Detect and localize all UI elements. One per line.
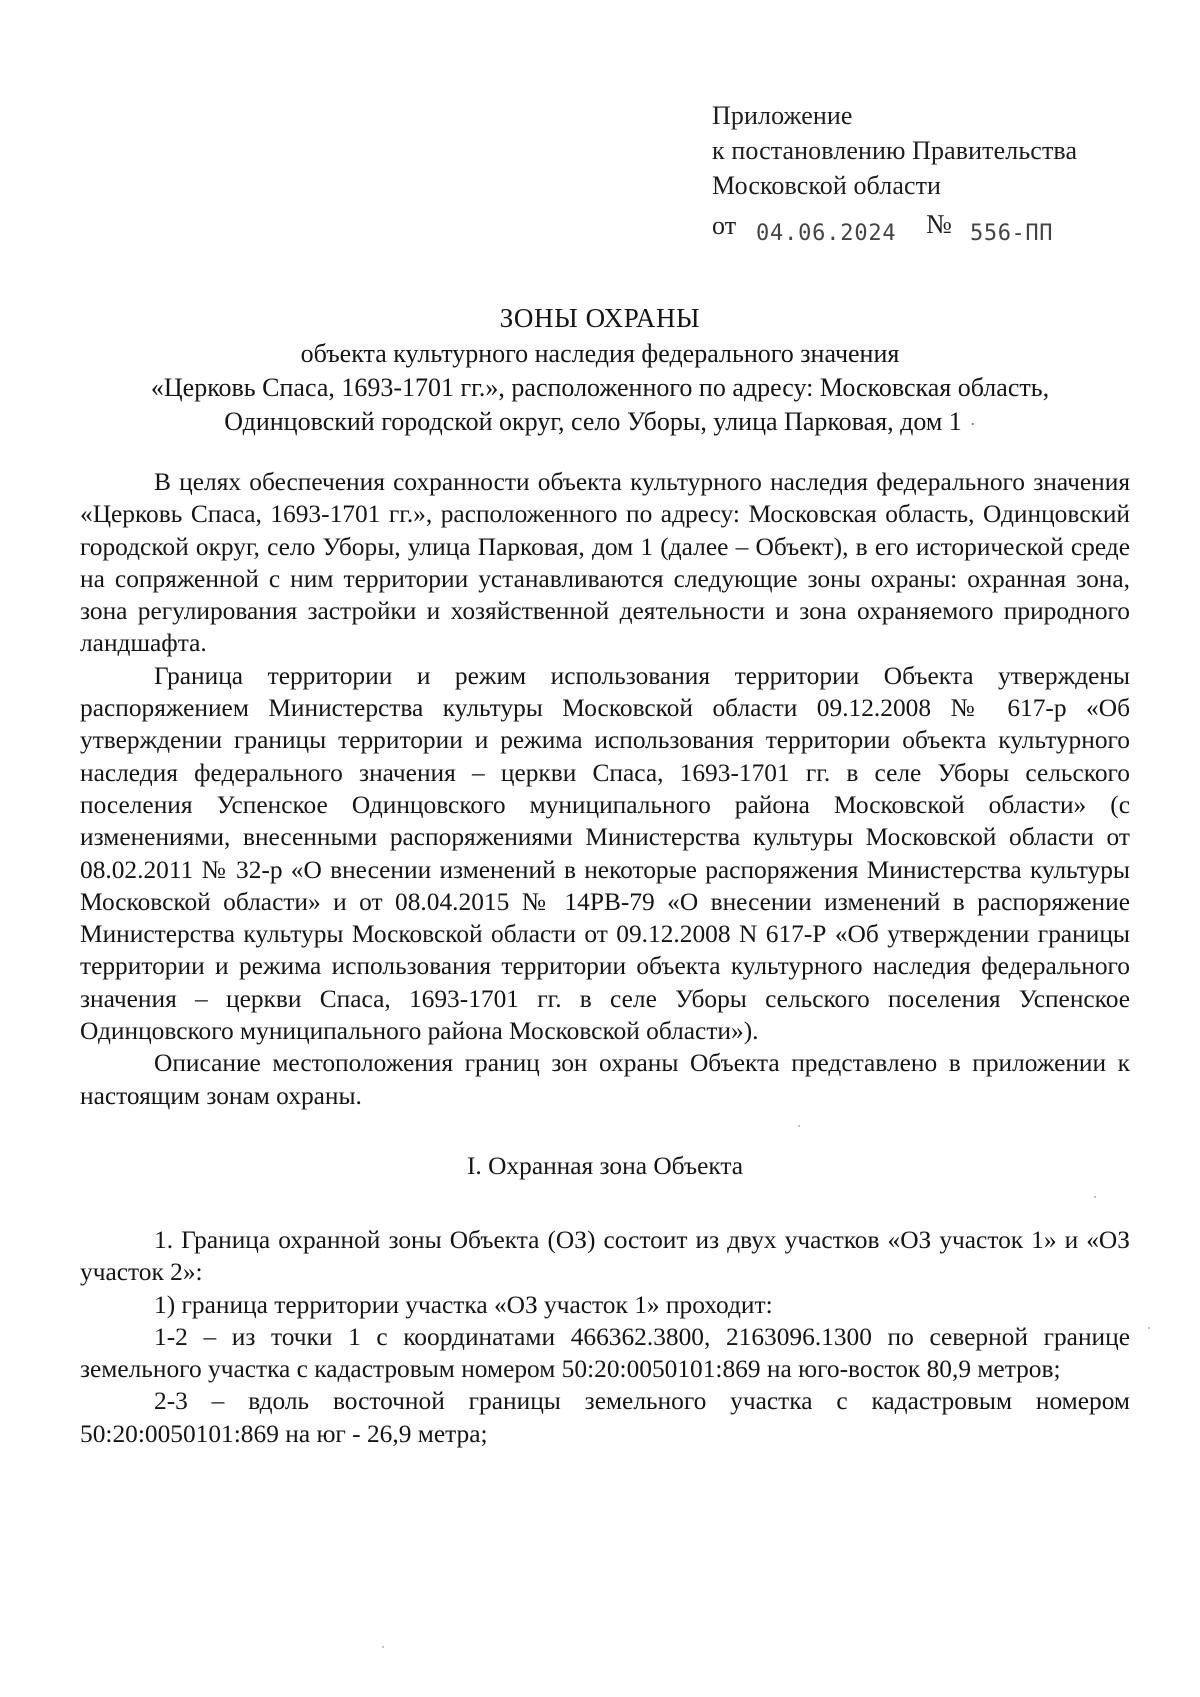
- number-sign: №: [926, 209, 952, 239]
- appendix-region: Московской области: [712, 171, 942, 200]
- paragraph-description-ref: Описание местоположения границ зон охраны Объекта представлено в приложении к настоящим зонам охраны.: [80, 1049, 1130, 1110]
- decree-date: 04.06.2024: [756, 221, 897, 246]
- paragraph-legal-basis: Граница территории и режим использования территории Объекта утверждены распоряжением Министерства культуры Московской области 09.12.2008 № 617-р «Об утверждении границы территории и режима использования территории объекта культурного наследия федерального значения – церкви Спаса, 1693-1701 гг. в селе Уборы сельского поселения Успенское Одинцовского муниципального района Московской области» (с изменениями, внесенными распоряжениями Министерства культуры Московской области от 08.02.2011 № 32-р «О внесении изменений в некоторые распоряжения Министерства культуры Московской области» и от 08.04.2015 № 14РВ-79 «О внесении изменений в распоряжение Министерства культуры Московской области от 09.12.2008 N 617-Р «Об утверждении границы территории и режима использования территории объекта культурного наследия федерального значения – церкви Спаса, 1693-1701 гг. в селе Уборы сельского поселения Успенское Одинцовского муниципального района Московской области»).: [80, 661, 1130, 1046]
- title-subline-1: объекта культурного наследия федерального значения: [300, 339, 900, 368]
- scan-speck: [798, 1125, 800, 1127]
- paragraph-boundary-1-2: 1-2 – из точки 1 с координатами 466362.3800, 2163096.1300 по северной границе земельного участка с кадастровым номером 50:20:0050101:869 на юго-восток 80,9 метров;: [80, 1322, 1130, 1384]
- scan-speck: [1148, 1327, 1150, 1329]
- decree-number: 556-ПП: [970, 221, 1054, 246]
- appendix-decree-ref: к постановлению Правительства: [712, 136, 1078, 165]
- document-body: [80, 466, 1130, 1450]
- document-title: ЗОНЫ ОХРАНЫ: [499, 303, 701, 333]
- appendix-date-number-line: [712, 203, 1142, 245]
- paragraph-zone-part-1: 1) граница территории участка «ОЗ участок 1» проходит:: [154, 1290, 773, 1319]
- section-heading: I. Охранная зона Объекта: [466, 1151, 744, 1180]
- paragraph-purpose: В целях обеспечения сохранности объекта культурного наследия федерального значения «Церковь Спаса, 1693-1701 гг.», расположенного по адресу: Московская область, Одинцовский городской округ, село Уборы, улица Парковая, дом 1 (далее – Объект), в его исторической среде на сопряженной с ним территории устанавливаются следующие зоны охраны: охранная зона, зона регулирования застройки и хозяйственной деятельности и зона охраняемого природного ландшафта.: [80, 468, 1130, 658]
- paragraph-zone-composition: 1. Граница охранной зоны Объекта (ОЗ) состоит из двух участков «ОЗ участок 1» и «ОЗ участок 2»:: [80, 1225, 1130, 1287]
- scan-speck: [382, 1646, 384, 1648]
- appendix-label: Приложение: [712, 101, 853, 130]
- appendix-header: [712, 98, 1142, 245]
- scan-mark: ·: [969, 414, 976, 434]
- title-subline-2: «Церковь Спаса, 1693-1701 гг.», расположенного по адресу: Московская область,: [150, 373, 1050, 402]
- document-title-block: [74, 300, 1126, 441]
- title-address-text: Одинцовский городской округ, село Уборы, улица Парковая, дом 1: [224, 407, 962, 436]
- scan-speck: [1094, 1196, 1096, 1198]
- title-subline-3: [74, 405, 1126, 441]
- date-prefix: от: [712, 211, 737, 240]
- paragraph-boundary-2-3: 2-3 – вдоль восточной границы земельного участка с кадастровым номером 50:20:0050101:869 на юг - 26,9 метра;: [80, 1387, 1130, 1448]
